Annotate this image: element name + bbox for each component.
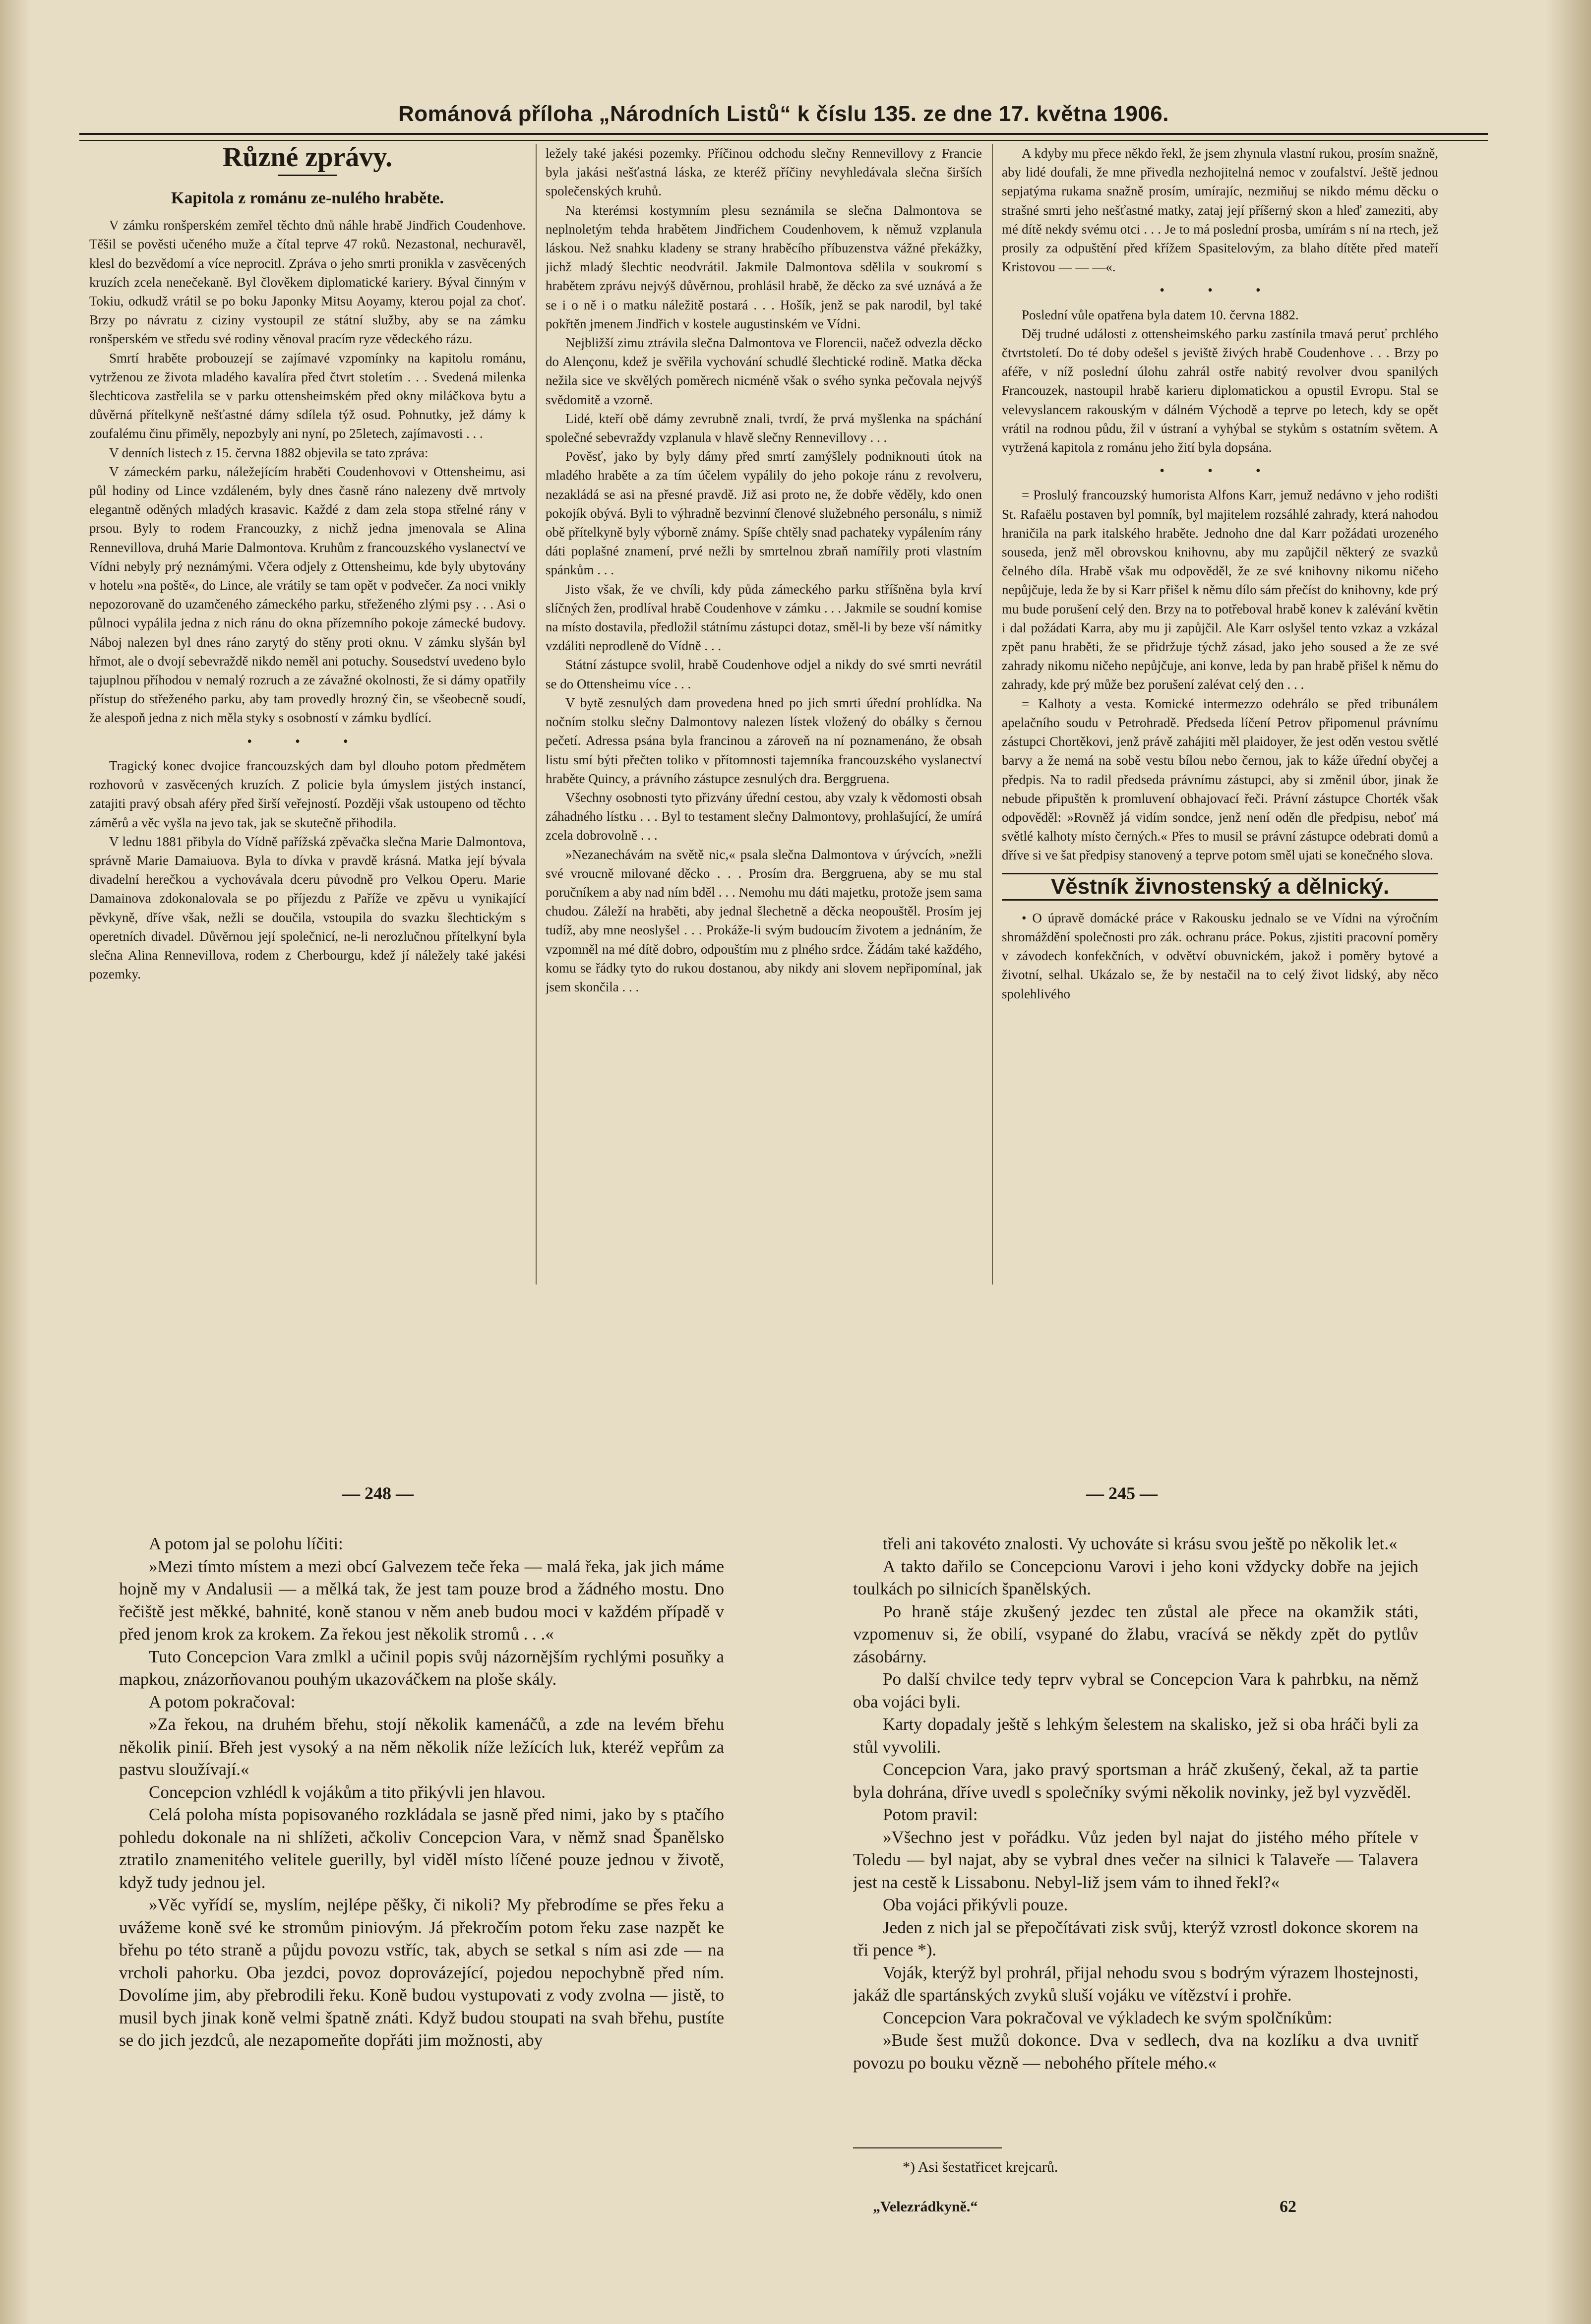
paragraph: = Kalhoty a vesta. Komické intermezzo odehrálo se před tribunálem apelačního soudu v Petrohradě. Předseda líčení Petrov připomenul právnímu zástupci Chortěkovi, jenž právě zahájiti měl plaidoyer, že jest oděn vestou světlé barvy a že nemá na sobě vestu bílou nebo černou, jak to káže úřední obyčej a předpis. Na to radil předseda právnímu zástupci, aby si změnil úbor, jinak že nebude připuštěn k promluvení obhajovací řeči. Právní zástupce Chorték však odpověděl: »Rovněž já vidím sondce, jenž není oděn dle předpisu, neboť má světlé kalhoty místo černých.« Přes to musil se právní zástupce odebrati domů a dříve si ve šat předpisy stanovený a teprve potom směl ujati se konečného slova. xyxy=(1002,696,1438,863)
paragraph: Voják, kterýž byl prohrál, přijal nehodu svou s bodrým výrazem lhostejnosti, jakáž dle spartánských zvyků sluší vojáku ve vítězství i prohře. xyxy=(853,1962,1418,2005)
paragraph: V bytě zesnulých dam provedena hned po jich smrti úřední prohlídka. Na nočním stolku slečny Dalmontovy nalezen lístek vložený do obálky s černou pečetí. Adressa psána byla francinou a zároveň na ní poznamenáno, že obsah listu smí býti přečten toliko v přítomnosti tajemníka francouzského vyslanectví hraběte Quincy, a právního zástupce zesnulých dra. Berggruena. xyxy=(546,695,982,786)
paragraph: Tuto Concepcion Vara zmlkl a učinil popis svůj názornějším rychlými posuňky a mapkou, znázorňovanou pouhým ukazováčkem na ploše skály. xyxy=(119,1647,724,1689)
paragraph: »Bude šest mužů dokonce. Dva v sedlech, dva na kozlíku a dva uvnitř povozu po bouku vězně — nebohého přítele mého.« xyxy=(853,2030,1418,2073)
paragraph: Oba vojáci přikývli pouze. xyxy=(883,1895,1068,1914)
paragraph: »Všechno jest v pořádku. Vůz jeden byl najat do jistého mého přítele v Toledu — byl najat, aby se vybral dnes večer na silnici k Talaveře — Talavera jest na cestě k Lissabonu. Nebyl-liž jsem vám to ihned řekl?« xyxy=(853,1827,1418,1892)
paragraph: Státní zástupce svolil, hrabě Coudenhove odjel a nikdy do své smrti nevrátil se do Ottensheimu více . . . xyxy=(546,657,982,691)
paragraph: »Věc vyřídí se, myslím, nejlépe pěšky, či nikoli? My přebrodíme se přes řeku a uvážeme koně své ke stromům piniovým. Já překročím potom řeku zase nazpět ke břehu po této straně a půjdu povozu vstříc, tak, abych se setkal s ním asi zde — na vrcholi pahorku. Oba jezdci, povoz doprovázející, pojedou nepochybně před ním. Dovolíme jim, aby přebrodili řeku. Koně budou vystupovati z vody zvolna — jistě, to musil bych jinak koně velmi špatně znáti. Když budou stoupati na svah břehu, pustíte se do jich jezdců, ale nezapomeňte dopřáti jim možnosti, aby xyxy=(119,1895,724,2050)
paragraph: Karty dopadaly ještě s lehkým šelestem na skalisko, jež si oba hráči byli za stůl vyvolili. xyxy=(853,1714,1418,1757)
paragraph: = Proslulý francouzský humorista Alfons Karr, jemuž nedávno v jeho rodišti St. Rafaëlu postaven byl pomník, byl majitelem rozsáhlé zahrady, která nahodou hraničila na park italského hraběte. Jednoho dne dal Karr požádati urozeného souseda, jenž měl obrovskou knihovnu, aby mu zapůjčil některý ze svazků čelného díla. Hrabě však mu odpověděl, že ze své knihovny nikomu ničeho nepůjčuje, leda že by si Karr přišel k němu dílo sám přečíst do knihovny, kde prý mu bude porušení celý den. Brzy na to potřeboval hrabě konev k zalévání květin i dal požádati Karra, aby mu ji zapůjčil. Ale Karr oslyšel tento vzkaz a vzkázal zpět panu hraběti, že se přidržuje týchž zásad, jako jeho soused a že ze své zahrady nikomu ničeho nepůjčuje, ani konve, leda by pan hrabě přišel k němu do zahrady, kde prý může bez porušení zalévat celý den . . . xyxy=(1002,488,1438,692)
paragraph: Jeden z nich jal se přepočítávati zisk svůj, kterýž vzrostl dokonce skorem na tři pence *). xyxy=(853,1917,1418,1959)
section-title: Věstník živnostenský a dělnický. xyxy=(1002,873,1438,901)
page-number: — 245 — xyxy=(1086,1483,1158,1503)
paragraph: V denních listech z 15. června 1882 objevila se tato zpráva: xyxy=(109,445,428,460)
paragraph: Pověsť, jako by byly dámy před smrtí zamýšlely podniknouti útok na mladého hraběte a za tím účelem vypálily do jeho pokoje ránu z revolveru, nezakládá se asi na přesné pravdě. Již asi proto ne, že dobře věděly, kdo onen pokojík obývá. Byli to výhradně bezvinní členové služebného personálu, s nimiž obě přítelkyně byly výborně známy. Spíše chtěly snad pachateky vypálením rány dáti poplašné znamení, prvé nežli by smrtelnou zbraň namířily proti vlastním spánkům . . . xyxy=(546,449,982,578)
paragraph: A potom jal se polohu líčiti: xyxy=(149,1534,343,1553)
paragraph: ležely také jakési pozemky. Příčinou odchodu slečny Rennevillovy z Francie byla jakási nešťastná láska, ze kteréž příčiny nevyhledávala slečna širších společenských kruhů. xyxy=(546,146,982,199)
paragraph: Celá poloha místa popisovaného rozkládala se jasně před nimi, jako by s ptačího pohledu dokonale na ni shlížeti, ačkoliv Concepcion Vara, v němž snad Španělsko ztratilo znamenitého velitele guerilly, byl viděl místo líčené pouze jednou v životě, když tudy jednou jel. xyxy=(119,1805,724,1892)
paragraph: Tragický konec dvojice francouzských dam byl dlouho potom předmětem rozhovorů v zasvěcených kruzích. Z policie byla úmyslem jistých instancí, zatajiti pravý obsah aféry před širší veřejností. Později však ustoupeno od těchto záměrů a věc vyšla na jevo tak, jak se skutečně přihodila. xyxy=(89,758,526,830)
column-2 xyxy=(546,144,982,1374)
page-right-text xyxy=(853,1532,1418,2133)
paragraph: A potom pokračoval: xyxy=(149,1692,296,1712)
paragraph: Nejbližší zimu ztrávila slečna Dalmontova ve Florencii, načež odvezla děcko do Alençonu, kdež je svěřila vychování schudlé šlechtické rodině. Matka děcka nežila sice ve skvělých poměrech nicméně však o svého synka pečovala nejvýš svědomitě a vzorně. xyxy=(546,335,982,407)
paragraph: Po další chvilce tedy teprv vybral se Concepcion Vara k pahrbku, na němž oba vojáci byli. xyxy=(853,1669,1418,1712)
masthead: Románová příloha „Národních Listů“ k číslu 135. ze dne 17. května 1906. xyxy=(398,102,1169,126)
signature-number: 62 xyxy=(1280,2198,1296,2216)
paragraph: Smrtí hraběte probouzejí se zajímavé vzpomínky na kapitolu románu, vytrženou ze života mladého kavalíra před čtvrt stoletím . . . Svedená milenka šlechticova zastřelila se v parku ottensheimském před okny miláčkova bytu a důvěrná přítelkyně nešťastné dámy sdílela týž osud. Pohnutky, jež dámy k zoufalému činu přiměly, nepozbyly ani nyní, po 25letech, zajímavosti . . . xyxy=(89,350,526,441)
divider-stars: • • • xyxy=(1160,463,1281,479)
paragraph: Po hraně stáje zkušený jezdec ten zůstal ale přece na okamžik státi, vzpomenuv si, že obilí, vsypané do žlabu, vracívá se někdy zpět do pytlův zásobárny. xyxy=(853,1601,1418,1666)
column-3 xyxy=(1002,144,1438,1374)
footnote-rule xyxy=(853,2147,1002,2148)
paragraph: Jisto však, že ve chvíli, kdy půda zámeckého parku stříšněna byla krví slíčných žen, prodlíval hrabě Coudenhove v zámku . . . Jakmile se soudní komise na místo dostavila, předložil státnímu zástupci dotaz, směl-li by beze vší námitky vzdáliti neprodleně do Vídně . . . xyxy=(546,581,982,654)
column-divider xyxy=(992,144,993,1284)
paragraph: Concepcion Vara, jako pravý sportsman a hráč zkušený, čekal, až ta partie byla dohrána, dříve uvedl s společníky svými několik novinky, jež byl vyzvěděl. xyxy=(853,1760,1418,1802)
paragraph: Lidé, kteří obě dámy zevrubně znali, tvrdí, že prvá myšlenka na spáchání společné sebevraždy vzplanula v hlavě slečny Rennevillovy . . . xyxy=(546,411,982,445)
paragraph: Děj trudné události z ottensheimského parku zastínila tmavá peruť prchlého čtvrtstoletí. Do té doby odešel s jeviště živých hrabě Coudenhove . . . Brzy po aféře, v níž poslední úlohu zahrál ostře nabitý revolver dvou spanilých Francouzek, nastoupil hrabě karieru diplomatickou a opustil Evropu. Stal se velevyslancem rakouským v dálném Východě a teprve po letech, kdy se opět vrátil na rodnou půdu, žil v ústraní a vyhýbal se stykům s ostatním světem. A vytržená kapitola z románu jeho žití byla dopsána. xyxy=(1002,326,1438,455)
paragraph: Concepcion vzhlédl k vojákům a tito přikývli jen hlavou. xyxy=(149,1782,546,1802)
footnote: *) Asi šestatřicet krejcarů. xyxy=(903,2159,1058,2175)
footer-title: „Velezrádkyně.“ xyxy=(873,2199,978,2215)
column-divider xyxy=(536,144,537,1284)
paragraph: V lednu 1881 přibyla do Vídně pařížská zpěvačka slečna Marie Dalmontova, správně Marie Damaiuova. Byla to dívka v pravdě krásná. Matka její bývala divadelní herečkou a vychovávala dceru původně pro Velkou Operu. Marie Damainova zdokonalovala se po příjezdu z Paříže ve zpěvu u vynikající pěvkyně, dříve však, nežli se doučila, vstoupila do svazku šlechtickým s operetních divadel. Důvěrnou její společnicí, ne-li nerozlučnou přítelkyní byla slečna Alina Rennevillova, rodem z Cherbourgu, kdež jí náležely také jakési pozemky. xyxy=(89,834,526,982)
paragraph: Poslední vůle opatřena byla datem 10. června 1882. xyxy=(1022,307,1299,322)
divider-stars: • • • xyxy=(247,734,368,749)
paragraph: V zámeckém parku, náležejícím hraběti Coudenhovovi v Ottensheimu, asi půl hodiny od Lince vzdáleném, byly dnes časně ráno nalezeny dvě mrtvoly elegantně oděných mladých krasavic. Každé z dam zela stopa střelné rány v prsou. Byly to rodem Francouzky, z nichž jedna jmenovala se Alina Rennevillova, druhá Marie Dalmontova. Kruhům z francouzského vyslanectví ve Vídni nebyly prý neznámými. Včera odjely z Ottensheimu, kde byly ubytovány v hotelu »na poště«, do Lince, ale vrátily se tam opět v podvečer. Za noci vnikly nepozorovaně do uzamčeného zámeckého parku, střeženého zlými psy . . . Asi o půlnoci vypálila jedna z nich ránu do okna přízemního pokoje zámecké budovy. Náboj nalezen byl dnes ráno zarytý do stěny proti oknu. V zámku slyšán byl hřmot, ale o dvojí sebevraždě nikdo neměl ani potuchy. Sousedství uvedeno bylo tajuplnou příhodou v nemalý rozruch a ze závažné okolnosti, že si dámy opatřily přístup do střeženého parku, aby tam provedly hrozný čin, se všeobecně soudí, že alespoň jedna z nich měla styky s osobností v zámku bydlící. xyxy=(89,464,526,726)
paragraph: Na kterémsi kostymním plesu seznámila se slečna Dalmontova se neplnoletým tehda hrabětem Jindřichem Coudenhovem, k němuž vzplanula láskou. Než snahku kladeny se strany hraběcího příbuzenstva vážné překážky, jichž mladý šlechtic neodvrátil. Jakmile Dalmontova sdělila v soukromí s hrabětem zprávu nejvýš důvěrnou, prohlásil hrabě, že děcko za své uznává a že se i o ně i o matku náležitě postará . . . Hošík, jenž se pak narodil, byl také pokřtěn jmenem Jindřich v kostele augustinském ve Vídni. xyxy=(546,202,982,331)
page-edge xyxy=(0,0,30,2324)
section-title: Různé zprávy. xyxy=(222,144,393,173)
article-title: Kapitola z románu ze-nulého hraběte. xyxy=(171,189,444,208)
paragraph: V zámku ronšperském zemřel těchto dnů náhle hrabě Jindřich Coudenhove. Těšil se pověsti učeného muže a čítal teprve 47 roků. Nezastonal, nechuravěl, klesl do bezvědomí a více neprocitl. Zpráva o jeho smrti pronikla v zasvěcených kruzích zcela nenečekaně. Byl člověkem diplomatické kariery. Býval činným v Tokiu, odkudž vrátil se po boku Japonky Mitsu Aoyamy, kterou pojal za choť. Brzy po návratu z ciziny vystoupil ze státní služby, aby se na zámku ronšperském ve středu své rodiny věnoval pracím ryze vědeckého rázu. xyxy=(89,218,526,347)
paragraph: »Mezi tímto místem a mezi obcí Galvezem teče řeka — malá řeka, jak jich máme hojně my v Andalusii — a mělká tak, že jest tam pouze brod a žádného mostu. Dno řečiště jest měkké, bahnité, koně stanou v něm aneb budou moci v každém případě v před jenom krok za krokem. Za řekou jest několik stromů . . .« xyxy=(119,1556,724,1644)
paragraph: Potom pravil: xyxy=(883,1805,978,1824)
paragraph: • O úpravě domácké práce v Rakousku jednalo se ve Vídni na výročním shromáždění společnosti pro zák. ochranu práce. Pokus, zjistiti pracovní poměry v závodech konfekčních, v odvětví obuvnickém, jakož i poměry bytové a životní, selhal. Ukázalo se, že by nestačil na to celý život lidský, aby něco spolehlivého xyxy=(1002,910,1438,1001)
column-1 xyxy=(89,144,526,1374)
divider-stars: • • • xyxy=(1160,283,1281,299)
page-number: — 248 — xyxy=(342,1483,414,1503)
paragraph: A kdyby mu přece někdo řekl, že jsem zhynula vlastní rukou, prosím snažně, aby lidé doufali, že mne přivedla nezhojitelná nemoc v zoufalství. Ještě jednou sepjatýma rukama snažně prosím, umírajíc, nezmiňuj se nikdo mému děcku o strašné smrti jeho nešťastné matky, zataj její příšerný skon a hleď zameziti, aby mé dítě nekdy svému otci . . . Je to má poslední prosba, umírám s ní na rtech, jež prosily za odpuštění před křížem Spasitelovým, za blaho dítěte před mateří Kristovou — — —«. xyxy=(1002,146,1438,275)
paragraph: »Nezanechávám na světě nic,« psala slečna Dalmontova v úrývcích, »nežli své vroucně milované děcko . . . Prosím dra. Berggruena, aby se mu stal poručníkem a aby nad ním bděl . . . Nemohu mu dáti majetku, protože jsem sama chudou. Záleží na hraběti, aby jednal šlechetně a děcka neopouštěl. Prosím jej tudíž, aby mne neoslyšel . . . Prokáže-li svým budoucím životem a jednáním, že vzpomněl na mé dítě dobro, odpouštím mu z plného srdce. Žádám také každého, komu se řádky tyto do rukou dostanou, aby nikdy ani slovem nepřipomínal, jak jsem skončila . . . xyxy=(546,847,982,994)
paragraph: »Za řekou, na druhém břehu, stojí několik kamenáčů, a zde na levém břehu několik pinií. Břeh jest vysoký a na něm několik níže ležících luk, kteréž vepřům za pastvu sloužívají.« xyxy=(119,1714,724,1779)
page-left-text xyxy=(119,1532,724,2242)
paragraph: Všechny osobnosti tyto přizvány úřední cestou, aby vzaly k vědomosti obsah záhadného lístku . . . Byl to testament slečny Dalmontovy, prohlašující, že umírá zcela dobrovolně . . . xyxy=(546,790,982,843)
paragraph: A takto dařilo se Concepcionu Varovi i jeho koni vždycky dobře na jejich toulkách po silnicích španělských. xyxy=(853,1556,1418,1598)
divider xyxy=(278,175,337,176)
paragraph: třeli ani takovéto znalosti. Vy uchováte si krásu svou ještě po několik let.« xyxy=(883,1534,1398,1553)
page-edge xyxy=(1546,0,1591,2324)
paragraph: Concepcion Vara pokračoval ve výkladech ke svým spolčníkům: xyxy=(883,2008,1333,2027)
masthead-rule xyxy=(79,133,1488,141)
